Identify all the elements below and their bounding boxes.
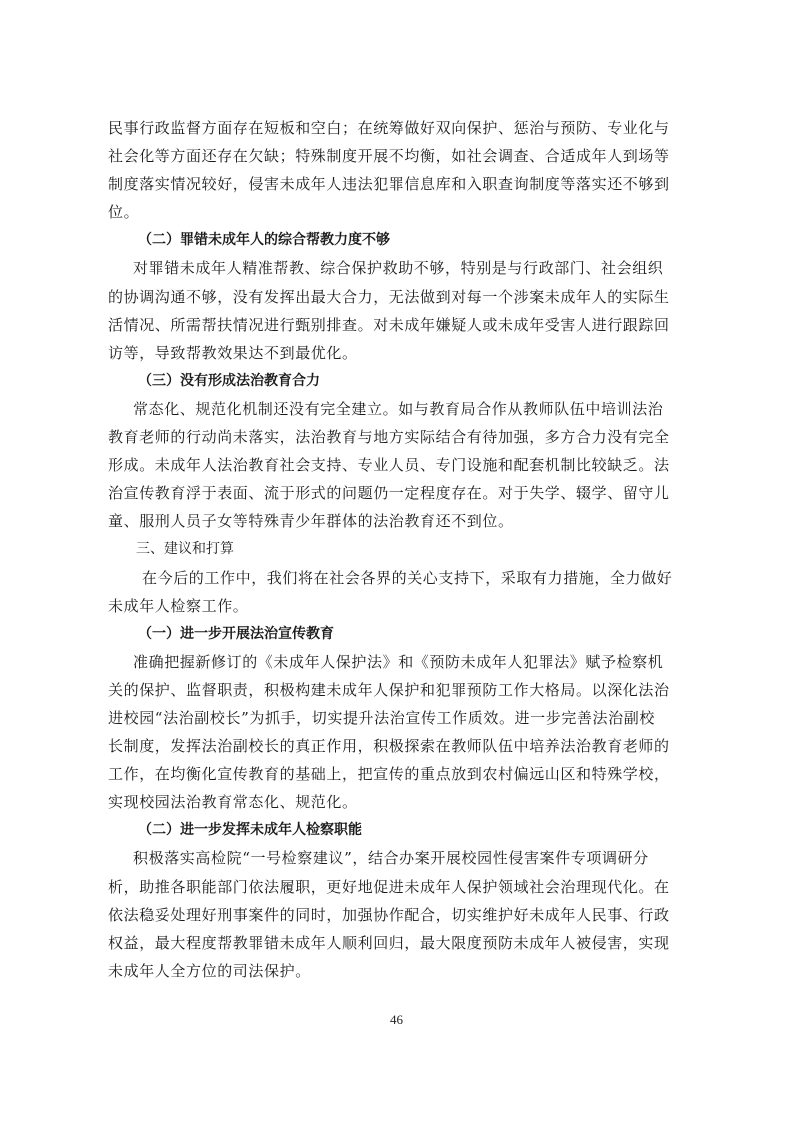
- section-heading: （二）罪错未成年人的综合帮教力度不够: [138, 232, 390, 249]
- text-line: 对罪错未成年人精准帮教、综合保护救助不够，特别是与行政部门、社会组织: [133, 259, 664, 278]
- section-heading: （一）进一步开展法治宣传教育: [138, 625, 334, 642]
- text-line: 制度落实情况较好，侵害未成年人违法犯罪信息库和入职查询制度等落实还不够到: [108, 175, 670, 194]
- text-line: 准确把握新修订的《未成年人保护法》和《预防未成年人犯罪法》赋予检察机: [133, 652, 664, 671]
- text-line: 民事行政监督方面存在短板和空白；在统筹做好双向保护、惩治与预防、专业化与: [108, 119, 670, 137]
- text-line: 位。: [108, 203, 140, 222]
- text-line: 常态化、规范化机制还没有完全建立。如与教育局合作从教师队伍中培训法治: [133, 399, 664, 418]
- section-heading: （二）进一步发挥未成年人检察职能: [138, 822, 362, 839]
- chapter-heading: 三、建议和打算: [136, 541, 234, 558]
- text-line: 析，助推各职能部门依法履职，更好地促进未成年人保护领域社会治理现代化。在: [108, 877, 670, 896]
- text-line: 的协调沟通不够，没有发挥出最大合力，无法做到对每一个涉案未成年人的实际生: [108, 287, 670, 306]
- text-line: 在今后的工作中，我们将在社会各界的关心支持下，采取有力措施，全力做好: [142, 568, 673, 587]
- text-line: 治宣传教育浮于表面、流于形式的问题仍一定程度存在。对于失学、辍学、留守儿: [108, 484, 670, 503]
- text-line: 权益，最大程度帮教罪错未成年人顺利回归，最大限度预防未成年人被侵害，实现: [108, 933, 670, 952]
- text-line: 依法稳妥处理好刑事案件的同时，加强协作配合，切实维护好未成年人民事、行政: [108, 905, 670, 924]
- document-body: [108, 114, 698, 985]
- page-number: 46: [390, 1012, 403, 1027]
- text-line: 活情况、所需帮扶情况进行甄别排查。对未成年嫌疑人或未成年受害人进行跟踪回: [108, 315, 670, 334]
- text-line: 工作，在均衡化宣传教育的基础上，把宣传的重点放到农村偏远山区和特殊学校，: [108, 765, 670, 784]
- text-line: 实现校园法治教育常态化、规范化。: [108, 793, 358, 812]
- text-line: 社会化等方面还存在欠缺；特殊制度开展不均衡，如社会调查、合适成年人到场等: [108, 147, 670, 166]
- text-line: 关的保护、监督职责，积极构建未成年人保护和犯罪预防工作大格局。以深化法治: [108, 680, 670, 699]
- text-line: 进校园“法治副校长”为抓手，切实提升法治宣传工作质效。进一步完善法治副校: [108, 708, 655, 727]
- section-heading: （三）没有形成法治教育合力: [138, 372, 320, 389]
- text-line: 教育老师的行动尚未落实，法治教育与地方实际结合有待加强，多方合力没有完全: [108, 428, 670, 447]
- text-line: 童、服刑人员子女等特殊青少年群体的法治教育还不到位。: [108, 512, 514, 531]
- text-line: 未成年人检察工作。: [108, 596, 249, 615]
- text-line: 访等，导致帮教效果达不到最优化。: [108, 343, 358, 362]
- text-line: 形成。未成年人法治教育社会支持、专业人员、专门设施和配套机制比较缺乏。法: [108, 456, 670, 475]
- text-line: 未成年人全方位的司法保护。: [108, 961, 311, 980]
- text-line: 长制度，发挥法治副校长的真正作用，积极探索在教师队伍中培养法治教育老师的: [108, 737, 670, 756]
- text-line: 积极落实高检院“一号检察建议”，结合办案开展校园性侵害案件专项调研分: [133, 849, 649, 868]
